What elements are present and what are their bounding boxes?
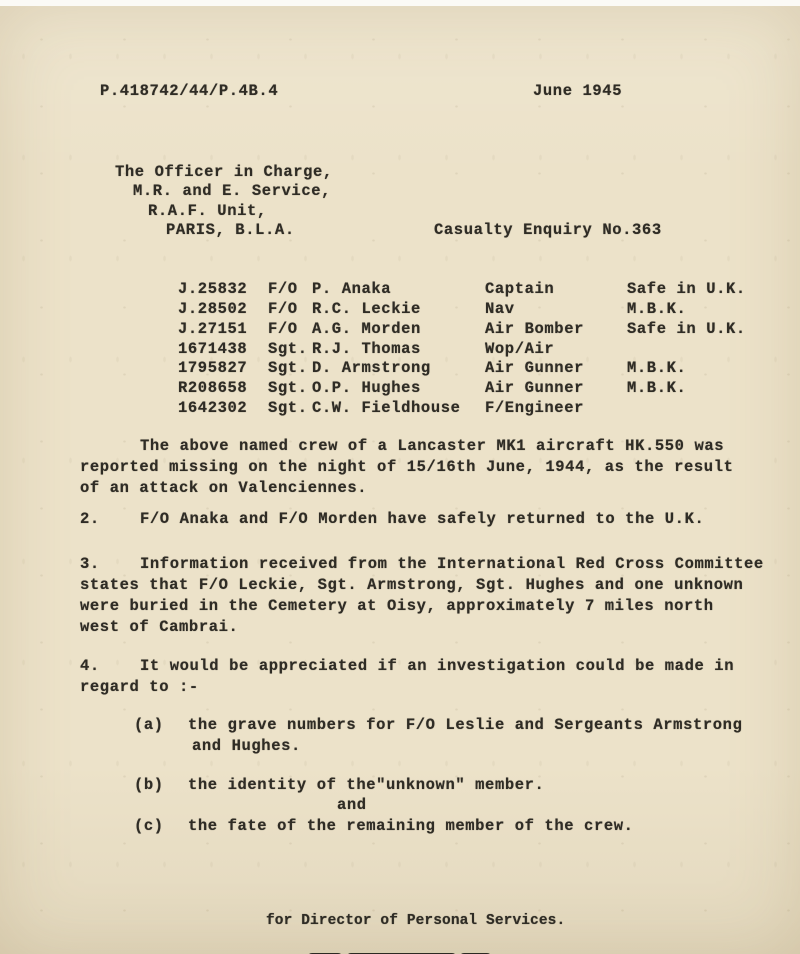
item-b-line: the identity of the"unknown" member. — [188, 776, 545, 794]
rank: Sgt. — [268, 340, 308, 358]
service-number: R208658 — [178, 379, 248, 397]
crew-name: R.C. Leckie — [312, 300, 421, 318]
items-conjunction: and — [337, 796, 367, 814]
paragraph-4-line: It would be appreciated if an investigation could be made in — [140, 657, 735, 675]
paper-background — [0, 6, 800, 954]
signature-line: for Director of Personal Services. — [266, 913, 566, 929]
paragraph-2-number: 2. — [80, 510, 100, 528]
address-line: PARIS, B.L.A. — [166, 221, 295, 239]
crew-duty: Air Gunner — [485, 359, 585, 377]
paragraph-3-line: west of Cambrai. — [80, 618, 239, 636]
table-row — [0, 359, 800, 379]
crew-name: D. Armstrong — [312, 359, 431, 377]
item-b-label: (b) — [134, 776, 164, 794]
paragraph-1-line: reported missing on the night of 15/16th June, 1944, as the result — [80, 458, 734, 476]
paragraph-4-number: 4. — [80, 657, 100, 675]
item-c-label: (c) — [134, 817, 164, 835]
address-line: R.A.F. Unit, — [148, 202, 267, 220]
table-row — [0, 340, 800, 360]
casualty-enquiry-number: Casualty Enquiry No.363 — [434, 221, 662, 239]
table-row — [0, 320, 800, 340]
crew-name: R.J. Thomas — [312, 340, 421, 358]
rank: Sgt. — [268, 359, 308, 377]
table-row — [0, 399, 800, 419]
paragraph-3-line: Information received from the International Red Cross Committee — [140, 555, 764, 573]
service-number: 1671438 — [178, 340, 248, 358]
date: June 1945 — [533, 82, 623, 100]
table-row — [0, 280, 800, 300]
rank: F/O — [268, 300, 298, 318]
rank: Sgt. — [268, 399, 308, 417]
crew-name: C.W. Fieldhouse — [312, 399, 461, 417]
rank: F/O — [268, 320, 298, 338]
crew-duty: Wop/Air — [485, 340, 555, 358]
paragraph-4-line: regard to :- — [80, 678, 199, 696]
paragraph-2-line: F/O Anaka and F/O Morden have safely returned to the U.K. — [140, 510, 705, 528]
service-number: 1642302 — [178, 399, 248, 417]
table-row — [0, 300, 800, 320]
crew-status: M.B.K. — [627, 379, 687, 397]
crew-duty: Nav — [485, 300, 515, 318]
crew-duty: F/Engineer — [485, 399, 585, 417]
item-a-line: the grave numbers for F/O Leslie and Sergeants Armstrong — [188, 716, 743, 734]
service-number: J.27151 — [178, 320, 248, 338]
service-number: J.25832 — [178, 280, 248, 298]
table-row — [0, 379, 800, 399]
address-line: The Officer in Charge, — [115, 163, 333, 181]
paragraph-3-number: 3. — [80, 555, 100, 573]
rank: F/O — [268, 280, 298, 298]
item-c-line: the fate of the remaining member of the crew. — [188, 817, 634, 835]
item-a-label: (a) — [134, 716, 164, 734]
crew-duty: Air Gunner — [485, 379, 585, 397]
paragraph-3-line: states that F/O Leckie, Sgt. Armstrong, Sgt. Hughes and one unknown — [80, 576, 744, 594]
service-number: 1795827 — [178, 359, 248, 377]
crew-duty: Air Bomber — [485, 320, 585, 338]
crew-duty: Captain — [485, 280, 555, 298]
reference-number: P.418742/44/P.4B.4 — [100, 82, 279, 100]
item-a-line: and Hughes. — [192, 737, 301, 755]
paragraph-1-line: of an attack on Valenciennes. — [80, 479, 368, 497]
rank: Sgt. — [268, 379, 308, 397]
crew-name: P. Anaka — [312, 280, 392, 298]
paragraph-1-line: The above named crew of a Lancaster MK1 aircraft HK.550 was — [140, 437, 725, 455]
paragraph-3-line: were buried in the Cemetery at Oisy, approximately 7 miles north — [80, 597, 714, 615]
crew-status: M.B.K. — [627, 300, 687, 318]
service-number: J.28502 — [178, 300, 248, 318]
crew-status: Safe in U.K. — [627, 280, 746, 298]
crew-name: A.G. Morden — [312, 320, 421, 338]
crew-status: M.B.K. — [627, 359, 687, 377]
address-line: M.R. and E. Service, — [133, 182, 332, 200]
crew-name: O.P. Hughes — [312, 379, 421, 397]
crew-status: Safe in U.K. — [627, 320, 746, 338]
